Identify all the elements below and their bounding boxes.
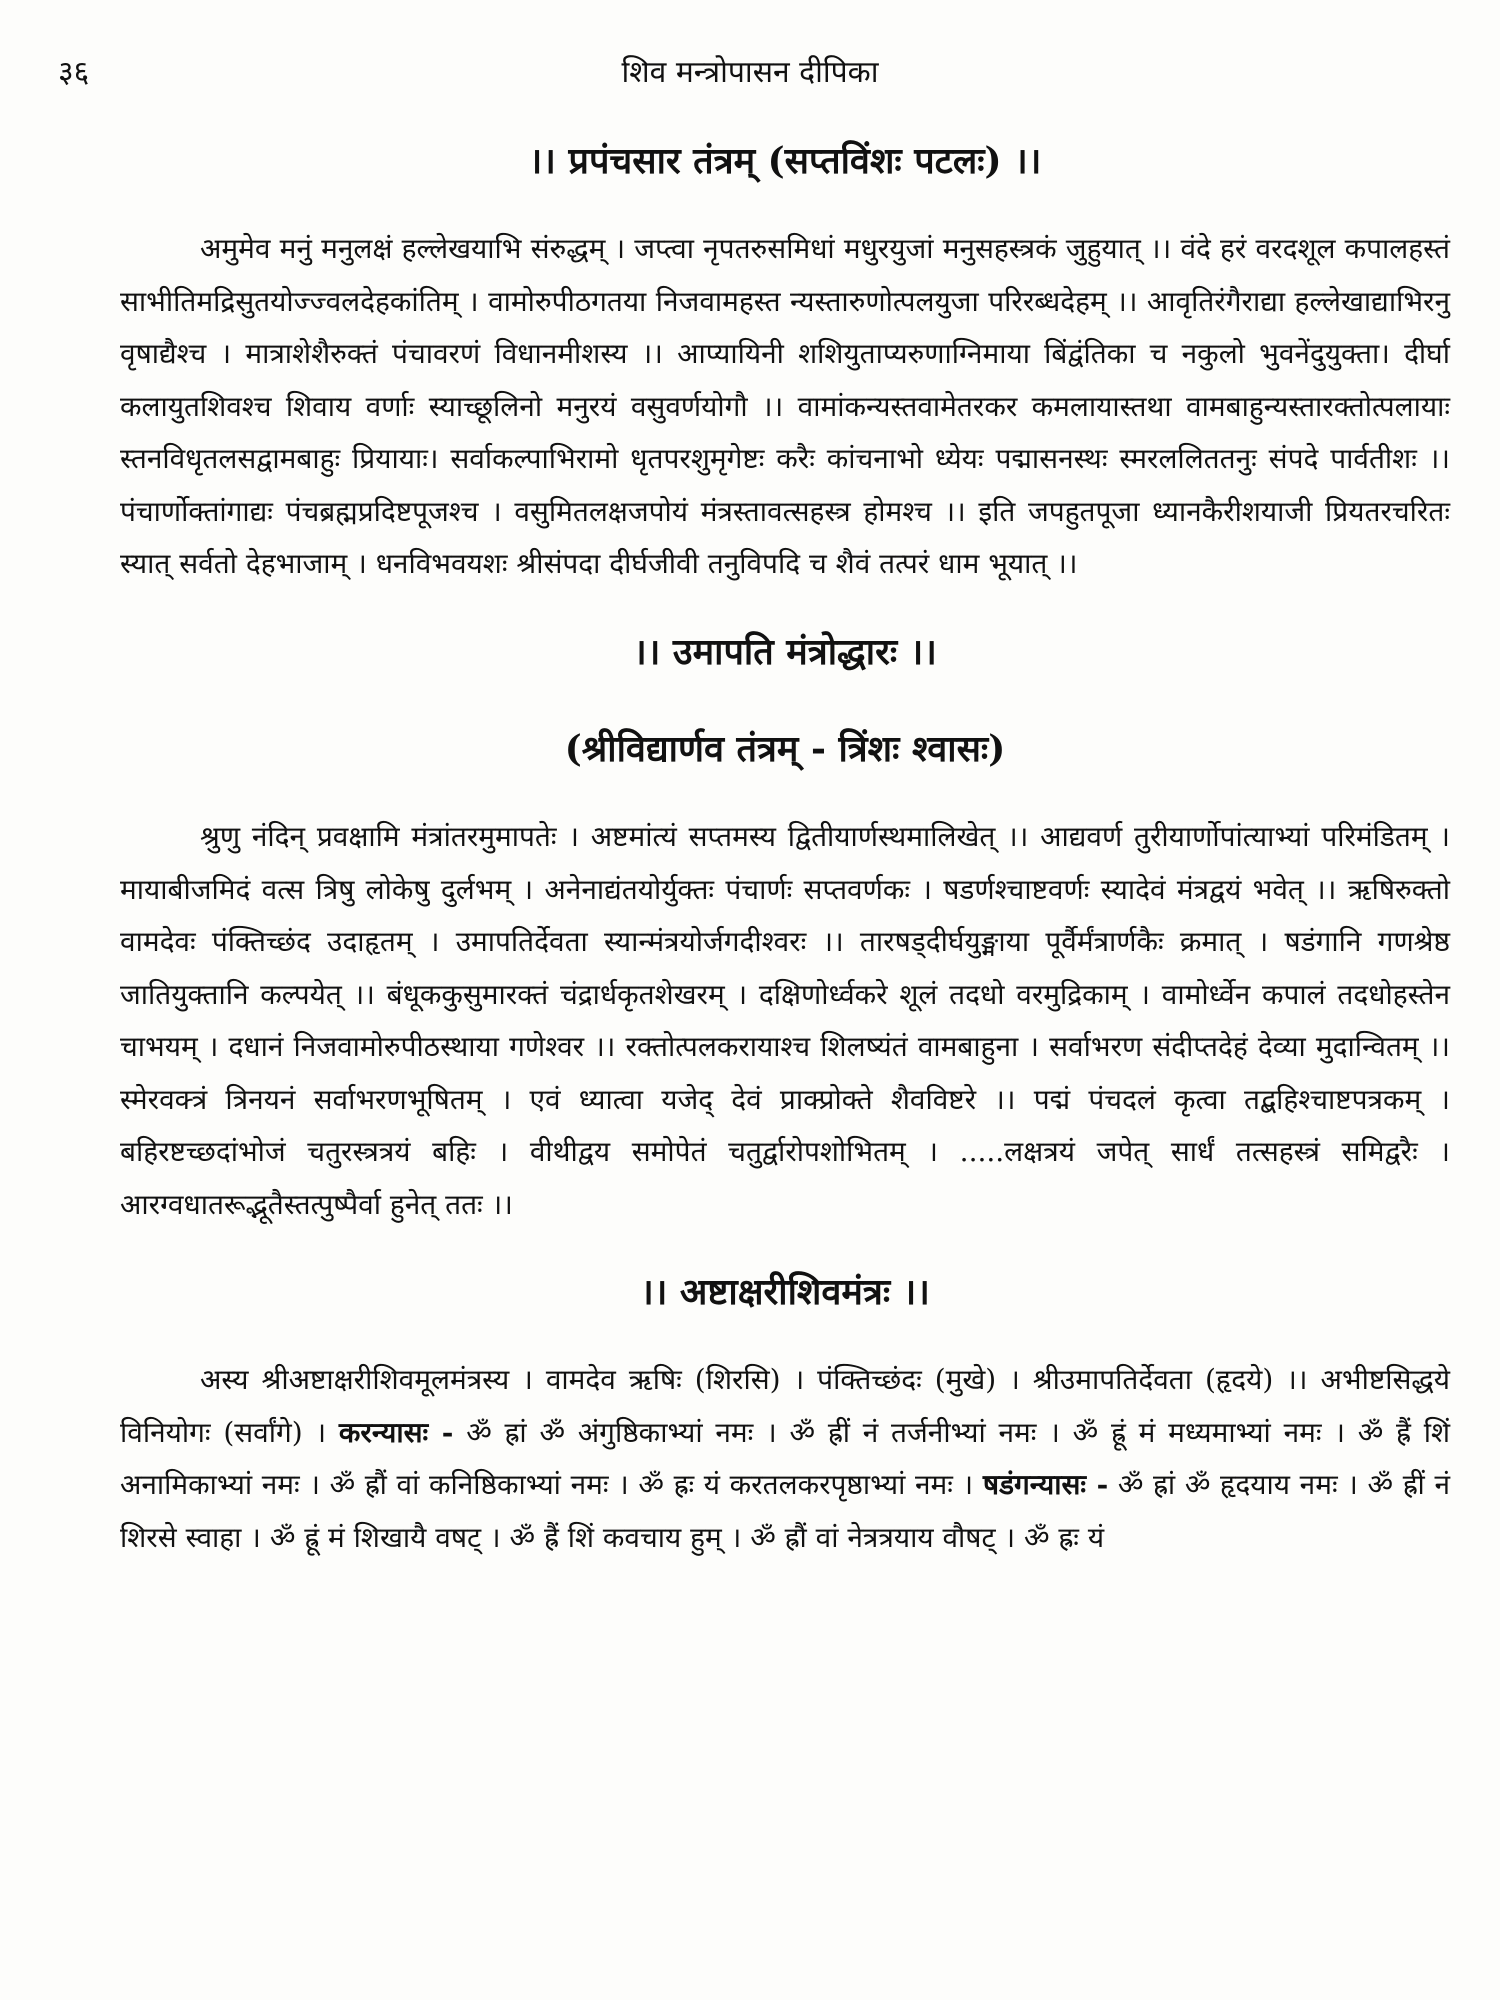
running-title: शिव मन्त्रोपासन दीपिका — [621, 55, 879, 90]
section-heading-prapanchasara: ।। प्रपंचसार तंत्रम् (सप्तविंशः पटलः) ।। — [528, 140, 1042, 182]
paragraph-karanyasa-text: ॐ ह्रां ॐ अंगुष्ठिकाभ्यां नमः । ॐ ह्रीं नं तर्जनीभ्यां नमः । ॐ ह्रूं मं मध्यमाभ्यां नमः । ॐ ह्रैं शिं अनामिकाभ्यां नमः । ॐ ह्रौं वां कनिष्ठिकाभ्यां नमः । ॐ ह्रः यं करतलकरपृष्ठाभ्यां नमः । — [120, 1415, 1450, 1502]
page-content — [120, 140, 1450, 1564]
label-karanyasa: करन्यासः - — [338, 1415, 454, 1449]
paragraph-ashtakshari — [120, 1354, 1450, 1564]
section-subheading-shrividyarnava: (श्रीविद्यार्णव तंत्रम् - त्रिंशः श्वासः) — [564, 727, 1006, 770]
paragraph-prapanchasara: अमुमेव मनुं मनुलक्षं हल्लेखयाभि संरुद्धम् । जप्त्वा नृपतरुसमिधां मधुरयुजां मनुसहस्त्रकं जुहुयात् ।। वंदे हरं वरदशूल कपालहस्तं साभीतिमद्रिसुतयोज्ज्वलदेहकांतिम् । वामोरुपीठगतया निजवामहस्त न्यस्तारुणोत्पलयुजा परिरब्धदेहम् ।। आवृतिरंगैराद्या हल्लेखाद्याभिरनु वृषाद्यैश्च । मात्राशेशैरुक्तं पंचावरणं विधानमीशस्य ।। आप्यायिनी शशियुताप्यरुणाग्निमाया बिंद्वंतिका च नकुलो भुवनेंदुयुक्ता। दीर्घा कलायुतशिवश्च शिवाय वर्णाः स्याच्छूलिनो मनुरयं वसुवर्णयोगौ ।। वामांकन्यस्तवामेतरकर कमलायास्तथा वामबाहुन्यस्तारक्तोत्पलायाः स्तनविधृतलसद्वामबाहुः प्रियायाः। सर्वाकल्पाभिरामो धृतपरशुमृगेष्टः करैः कांचनाभो ध्येयः पद्मासनस्थः स्मरललिततनुः संपदे पार्वतीशः ।। पंचार्णोक्तांगाद्यः पंचब्रह्मप्रदिष्टपूजश्च । वसुमितलक्षजपोयं मंत्रस्तावत्सहस्त्र होमश्च ।। इति जपहुतपूजा ध्यानकैरीशयाजी प्रियतरचरितः स्यात् सर्वतो देहभाजाम् । धनविभवयशः श्रीसंपदा दीर्घजीवी तनुविपदि च शैवं तत्परं धाम भूयात् ।। — [120, 232, 1450, 581]
paragraph-ashtakshari-intro: अस्य श्रीअष्टाक्षरीशिवमूलमंत्रस्य । वामदेव ऋषिः (शिरसि) । पंक्तिच्छंदः (मुखे) । श्रीउमापतिर्देवता (हृदये) ।। अभीष्टसिद्धये विनियोगः (सर्वांगे) । — [120, 1363, 1450, 1449]
section-heading-umapati: ।। उमापति मंत्रोद्धारः ।। — [633, 630, 937, 673]
label-shadanganyasa: षडंगन्यासः - — [982, 1468, 1109, 1502]
page-number: ३६ — [58, 55, 90, 90]
paragraph-umapati: श्रुणु नंदिन् प्रवक्षामि मंत्रांतरमुमापतेः । अष्टमांत्यं सप्तमस्य द्वितीयार्णस्थमालिखेत् ।। आद्यवर्ण तुरीयार्णोपांत्याभ्यां परिमंडितम् । मायाबीजमिदं वत्स त्रिषु लोकेषु दुर्लभम् । अनेनाद्यंतयोर्युक्तः पंचार्णः सप्तवर्णकः । षडर्णश्चाष्टवर्णः स्यादेवं मंत्रद्वयं भवेत् ।। ऋषिरुक्तो वामदेवः पंक्तिच्छंद उदाहृतम् । उमापतिर्देवता स्यान्मंत्रयोर्जगदीश्वरः ।। तारषड्दीर्घयुङ्माया पूर्वैर्मंत्रार्णकैः क्रमात् । षडंगानि गणश्रेष्ठ जातियुक्तानि कल्पयेत् ।। बंधूककुसुमारक्तं चंद्रार्धकृतशेखरम् । दक्षिणोर्ध्वकरे शूलं तदधो वरमुद्रिकाम् । वामोर्ध्वेन कपालं तदधोहस्तेन चाभयम् । दधानं निजवामोरुपीठस्थाया गणेश्वर ।। रक्तोत्पलकरायाश्च शिलष्यंतं वामबाहुना । सर्वाभरण संदीप्तदेहं देव्या मुदान्वितम् ।। स्मेरवक्त्रं त्रिनयनं सर्वाभरणभूषितम् । एवं ध्यात्वा यजेद् देवं प्राक्प्रोक्ते शैवविष्टरे ।। पद्मं पंचदलं कृत्वा तद्बहिश्चाष्टपत्रकम् । बहिरष्टच्छदांभोजं चतुरस्त्रत्रयं बहिः । वीथीद्वय समोपेतं चतुर्द्वारोपशोभितम् । .....लक्षत्रयं जपेत् सार्धं तत्सहस्त्रं समिद्वरैः । आरग्वधातरूद्भूतैस्तत्पुष्पैर्वा हुनेत् ततः ।। — [120, 820, 1450, 1221]
page-header — [50, 50, 1450, 100]
paragraph-shadanganyasa-text: ॐ ह्रां ॐ हृदयाय नमः । ॐ ह्रीं नं शिरसे स्वाहा । ॐ ह्रूं मं शिखायै वषट् । ॐ ह्रैं शिं कवचाय हुम् । ॐ ह्रौं वां नेत्रत्रयाय वौषट् । ॐ ह्रः यं — [120, 1468, 1450, 1554]
section-heading-ashtakshari: ।। अष्टाक्षरीशिवमंत्रः ।। — [640, 1271, 930, 1314]
